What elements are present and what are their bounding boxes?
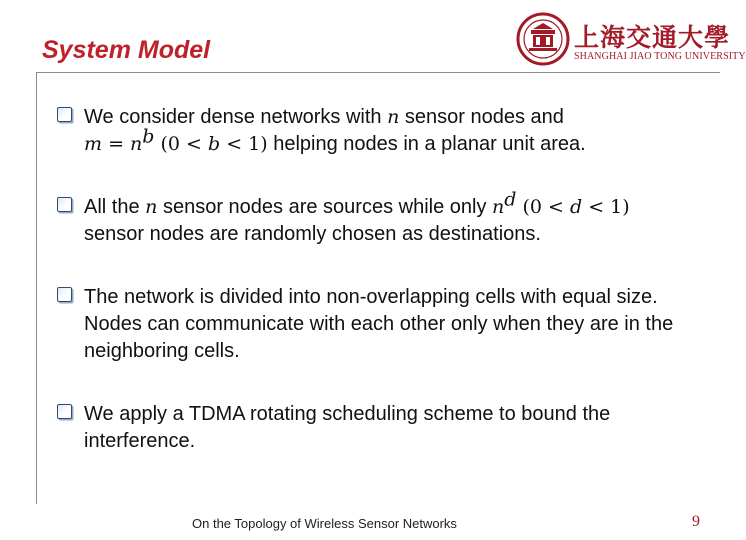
math-condition: (0 < [516, 196, 570, 218]
text-segment: helping nodes in a planar unit area. [267, 133, 586, 155]
math-var-d: d [570, 196, 583, 218]
bullet-list [56, 104, 708, 455]
bullet-item [56, 188, 708, 248]
math-base: n [130, 133, 143, 155]
slide-title: System Model [42, 36, 211, 64]
math-condition-end: < 1) [220, 133, 268, 155]
text-segment: We consider dense networks with [84, 106, 388, 128]
math-condition-end: < 1) [582, 196, 630, 218]
bullet-text: The network is divided into non-overlapping cells with equal size. Nodes can communicate with each other only when they are in the neighboring cells. [84, 286, 674, 362]
math-exponent: b [142, 125, 155, 148]
bullet-text [84, 104, 708, 158]
math-var-n: n [387, 106, 400, 128]
math-equals: = [102, 133, 131, 155]
bullet-text [84, 188, 708, 248]
math-base: n [492, 196, 505, 218]
page-number: 9 [692, 513, 700, 530]
bullet-item [56, 284, 708, 365]
bullet-text: We apply a TDMA rotating scheduling scheme to bound the interference. [84, 403, 611, 452]
bullet-box-icon [57, 287, 72, 302]
math-var-b: b [208, 133, 221, 155]
math-var-n: n [145, 196, 158, 218]
logo-english-name: SHANGHAI JIAO TONG UNIVERSITY [574, 51, 746, 62]
bullet-box-icon [57, 404, 72, 419]
logo-chinese-name: 上海交通大學 [574, 23, 731, 52]
math-exponent: d [504, 188, 517, 211]
left-rule [36, 72, 37, 504]
bullet-box-icon [57, 197, 72, 212]
text-segment: sensor nodes are sources while only [157, 196, 493, 218]
header-rule [36, 72, 720, 73]
bullet-item [56, 104, 708, 158]
text-segment: sensor nodes are randomly chosen as destinations. [84, 223, 541, 245]
math-var-m: m [84, 133, 103, 155]
bullet-box-icon [57, 107, 72, 122]
text-segment: sensor nodes and [399, 106, 564, 128]
footer-text: On the Topology of Wireless Sensor Networks [192, 516, 457, 531]
bullet-item [56, 401, 708, 455]
text-segment: All the [84, 196, 146, 218]
math-condition: (0 < [154, 133, 208, 155]
university-seal-icon [516, 12, 570, 66]
university-logo [516, 10, 746, 68]
